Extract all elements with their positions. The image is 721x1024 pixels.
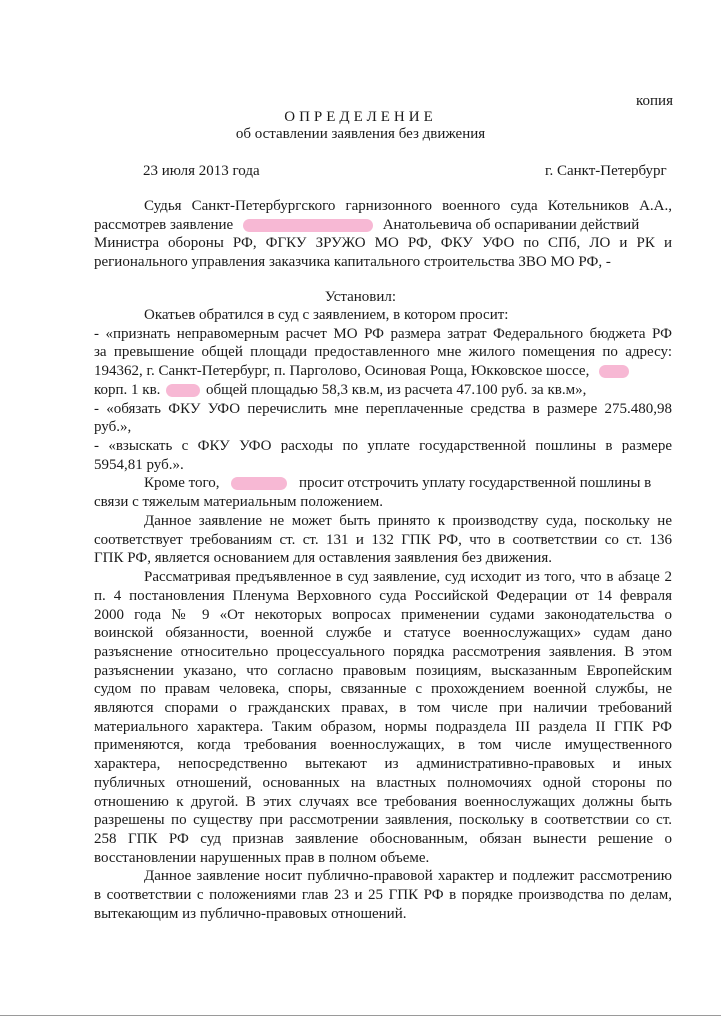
claims-text: Кроме того, (144, 475, 220, 492)
intro-text: рассмотрев заявление (94, 216, 234, 233)
redacted-name (243, 219, 373, 232)
redacted-name (231, 477, 287, 490)
body-line: публичных отношений, основанных на властных полномочиях одной стороны по (94, 774, 672, 791)
body-line: Данное заявление носит публично-правовой характер и подлежит рассмотрению (144, 868, 672, 885)
claims-paragraph (94, 306, 672, 512)
body-line: восстановлении нарушенных прав в полном объеме. (94, 849, 430, 866)
claims-line: - «обязать ФКУ УФО перечислить мне переплаченные средства в размере 275.480,98 (94, 400, 672, 417)
body-line: ГПК РФ, является основанием для оставления заявления без движения. (94, 550, 552, 567)
body-line: разрешены по существу при рассмотрении заявления, поскольку в соответствии со ст. (94, 812, 672, 829)
intro-line (94, 216, 672, 235)
body-line: характера, непосредственно вытекают из административно-правовых и иных (94, 756, 672, 773)
intro-line: регионального управления заказчика капитального строительства ЗВО МО РФ, - (94, 254, 611, 271)
body-line: соответствует требованиям ст. ст. 131 и 132 ГПК РФ, что в соответствии со ст. 136 (94, 531, 672, 548)
document-title: ОПРЕДЕЛЕНИЕ (284, 109, 437, 125)
redacted-address (599, 365, 629, 378)
claims-line: 5954,81 руб.». (94, 456, 184, 473)
body-line: разъяснении указано, что согласно правовым позициям, высказанным Европейским (94, 662, 672, 679)
reasoning-paragraph (94, 512, 672, 923)
document-place: г. Санкт-Петербург (545, 163, 667, 179)
body-line: в соответствии с положениями глав 23 и 25 ГПК РФ в порядке производства по делам, (94, 887, 672, 904)
intro-paragraph (94, 197, 672, 272)
claims-text: корп. 1 кв. (94, 381, 161, 398)
body-line: вытекающим из публично-правовых отношений. (94, 905, 407, 922)
claims-line (94, 381, 672, 400)
claims-text: 194362, г. Санкт-Петербург, п. Парголово, Осиновая Роща, Юкковское шоссе, (94, 363, 590, 380)
claims-line: Окатьев обратился в суд с заявлением, в котором просит: (144, 307, 509, 323)
claims-text: просит отстрочить уплату государственной пошлины в (299, 475, 652, 492)
scan-edge-divider (0, 1015, 721, 1016)
section-heading: Установил: (324, 289, 397, 305)
claims-line: - «взыскать с ФКУ УФО расходы по уплате государственной пошлины в размере (94, 437, 672, 454)
body-line: п. 4 постановления Пленума Верховного суда Российской Федерации от 14 февраля (94, 587, 672, 604)
claims-line (94, 362, 672, 381)
claims-line: связи с тяжелым материальным положением. (94, 494, 384, 511)
body-line: воинской обязанности, военной службе и статусе военнослужащих» судам дано (94, 625, 672, 642)
body-line: Данное заявление не может быть принято к производству суда, поскольку не (144, 513, 672, 529)
body-line: Рассматривая предъявленное в суд заявление, суд исходит из того, что в абзаце 2 (144, 569, 672, 586)
claims-line (94, 474, 672, 493)
document-date: 23 июля 2013 года (143, 163, 260, 179)
intro-text: Анатольевича об оспаривании действий (382, 216, 640, 233)
body-line: применяются, когда требования военнослужащих, в том числе имущественного (94, 737, 672, 754)
body-line: отношению к другой. В этих случаях все требования военнослужащих должны быть (94, 793, 672, 810)
document-subtitle: об оставлении заявления без движения (235, 126, 486, 142)
claims-line: - «признать неправомерным расчет МО РФ размера затрат Федерального бюджета РФ (94, 325, 672, 342)
body-line: являются спорами о гражданских правах, в том числе при наличии требований (94, 700, 672, 717)
claims-text: общей площадью 58,3 кв.м, из расчета 47.100 руб. за кв.м», (205, 381, 587, 398)
claims-line: за превышение общей площади предоставленного мне жилого помещения по адресу: (94, 344, 672, 361)
body-line: материального характера. Таким образом, нормы подраздела III раздела II ГПК РФ (94, 718, 672, 735)
copy-mark: копия (636, 93, 673, 109)
claims-line: руб.», (94, 419, 132, 436)
body-line: судом по правам человека, споры, связанные с прохождением военной службы, не (94, 681, 672, 698)
body-line: разъяснение относительно процессуального порядка рассмотрения заявления. В этом (94, 643, 672, 660)
redacted-apartment (166, 384, 200, 397)
body-line: 2000 года № 9 «От некоторых вопросах применении судами законодательства о (94, 606, 672, 623)
intro-line: Министра обороны РФ, ФГКУ ЗРУЖО МО РФ, ФКУ УФО по СПб, ЛО и РК и (94, 235, 672, 252)
body-line: 258 ГПК РФ суд признав заявление обоснованным, обязан вынести решение о (94, 830, 672, 847)
intro-line: Судья Санкт-Петербургского гарнизонного военного суда Котельников А.А., (144, 198, 672, 214)
